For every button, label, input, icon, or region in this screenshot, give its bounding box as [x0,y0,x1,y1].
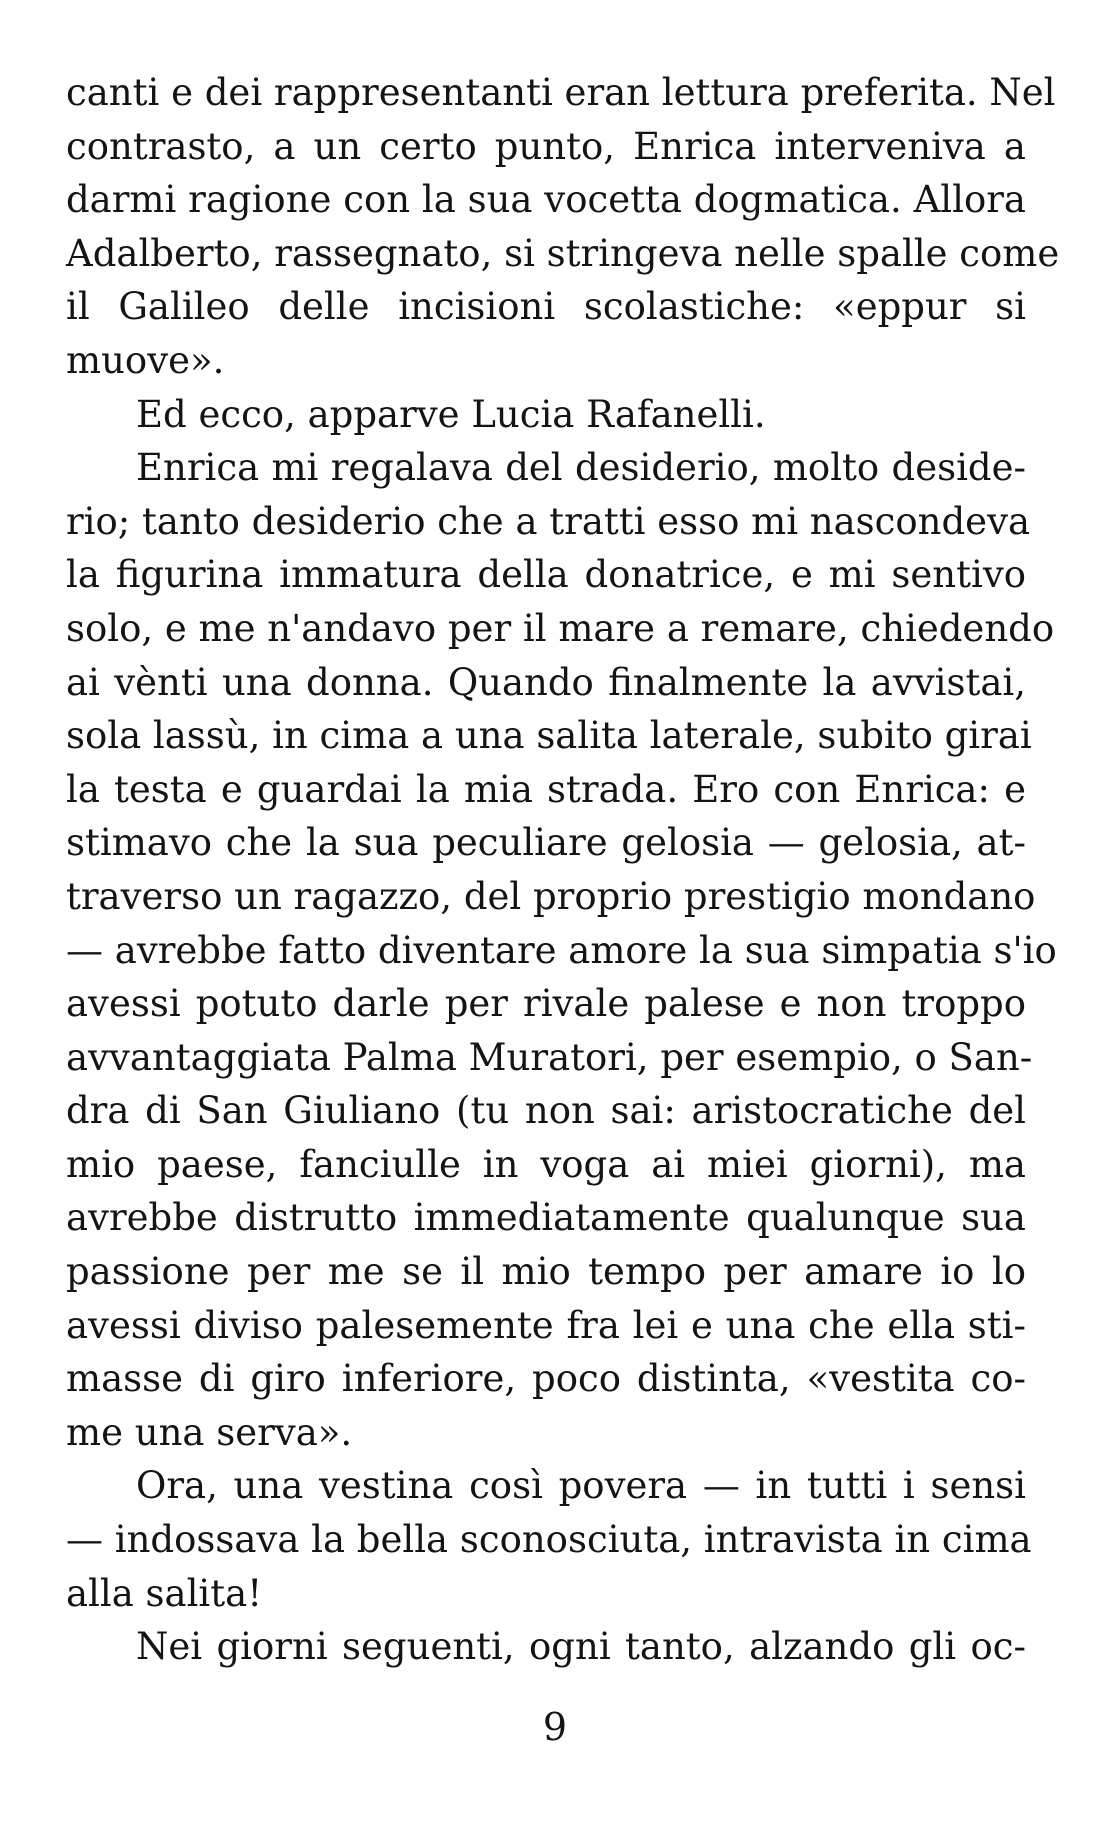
text-line: canti e dei rappresentanti eran lettura preferita. Nel [66,71,1056,114]
page-number: 9 [542,1705,568,1749]
paragraph [66,441,1057,1459]
text-line: stimavo che la sua peculiare gelosia — gelosia, at- [66,821,1026,865]
text-line: solo, e me n'andavo per il mare a remare, chiedendo [66,606,1055,650]
text-line: Enrica mi regalava del desiderio, molto deside- [136,446,1026,490]
text-line: me una serva». [66,1410,353,1454]
text-line: muove». [66,338,225,382]
text-line: avrebbe distrutto immediatamente qualunque sua [66,1196,1026,1240]
text-line: darmi ragione con la sua vocetta dogmatica. Allora [66,178,1026,222]
paragraph [66,1620,1026,1674]
text-line: ai vènti una donna. Quando finalmente la avvistai, [66,660,1026,704]
text-line: il Galileo delle incisioni scolastiche: «eppur si [66,285,1026,329]
text-line: mio paese, fanciulle in voga ai miei giorni), ma [66,1142,1026,1186]
body-text [66,66,1060,1674]
text-line: Adalberto, rassegnato, si stringeva nelle spalle come [66,231,1060,275]
text-line: sola lassù, in cima a una salita laterale, subito girai [66,714,1032,758]
text-line: la figurina immatura della donatrice, e mi sentivo [66,553,1026,597]
text-line: Ora, una vestina così povera — in tutti i sensi [136,1464,1026,1508]
text-line: dra di San Giuliano (tu non sai: aristocratiche del [66,1089,1026,1133]
text-line: traverso un ragazzo, del proprio prestigio mondano [66,874,1036,918]
paragraph [66,388,1026,442]
text-line: alla salita! [66,1571,263,1615]
text-line: — indossava la bella sconosciuta, intravista in cima [66,1518,1032,1562]
text-line: passione per me se il mio tempo per amare io lo [66,1250,1026,1294]
text-line: la testa e guardai la mia strada. Ero con Enrica: e [66,767,1026,811]
text-line: contrasto, a un certo punto, Enrica interveniva a [66,124,1026,168]
text-line: Nei giorni seguenti, ogni tanto, alzando gli oc- [136,1625,1026,1669]
text-line: avvantaggiata Palma Muratori, per esempio, o San- [66,1035,1033,1079]
text-line: rio; tanto desiderio che a tratti esso mi nascondeva [66,499,1031,543]
text-line: — avrebbe fatto diventare amore la sua simpatia s'io [66,928,1057,972]
paragraph [66,1459,1032,1620]
text-line: masse di giro inferiore, poco distinta, «vestita co- [66,1357,1026,1401]
text-line: avessi diviso palesemente fra lei e una che ella sti- [66,1303,1026,1347]
text-line: avessi potuto darle per rivale palese e non troppo [66,982,1026,1026]
paragraph [66,66,1060,388]
text-line: Ed ecco, apparve Lucia Rafanelli. [136,392,766,436]
